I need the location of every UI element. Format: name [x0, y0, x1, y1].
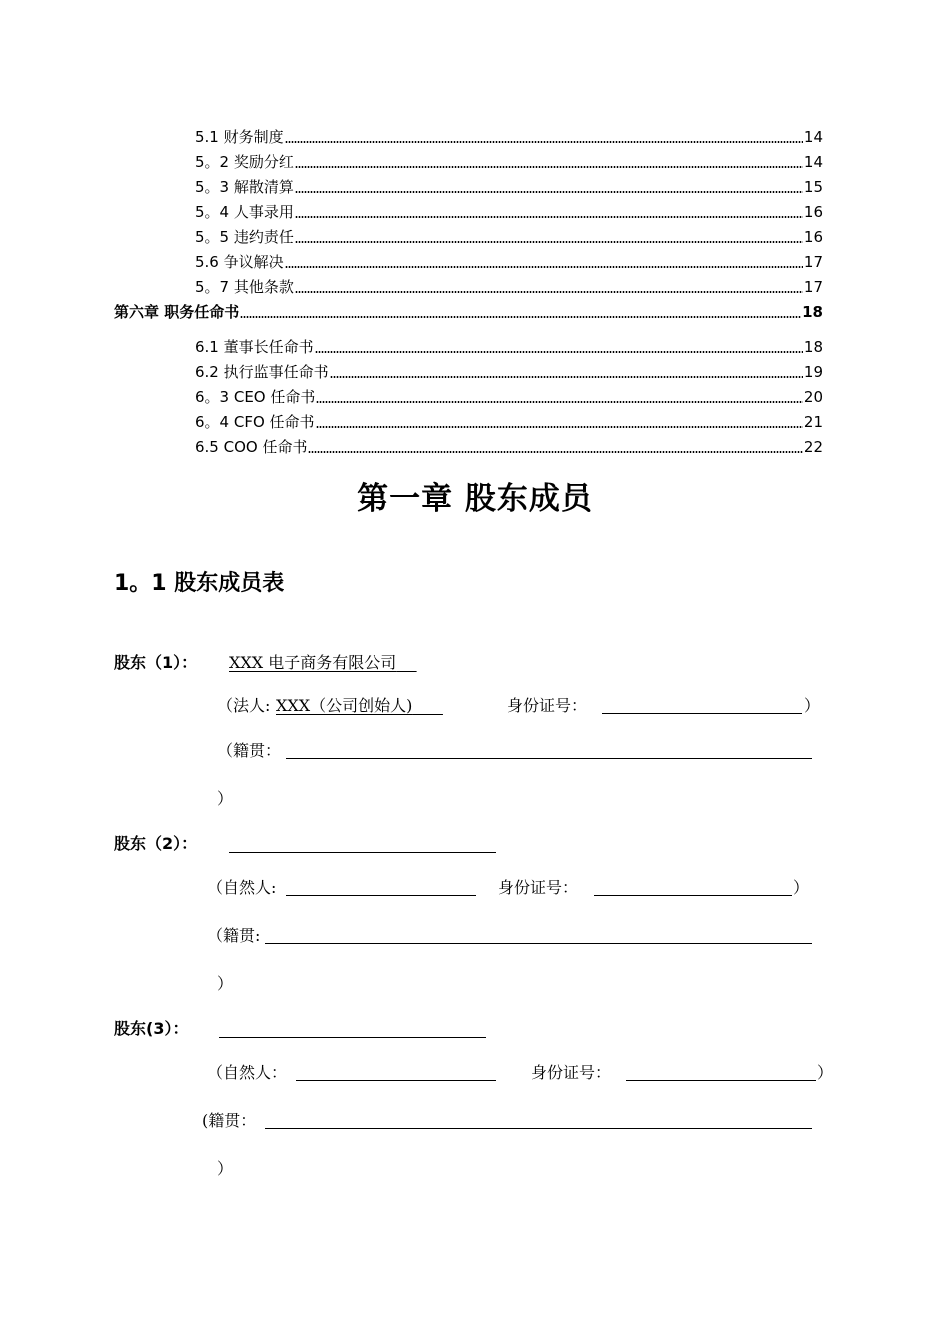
toc-entry[interactable]	[195, 335, 823, 357]
close-paren: ）	[793, 878, 810, 897]
toc-entry[interactable]	[195, 385, 823, 407]
toc-entry-page: 17	[803, 278, 823, 296]
toc-entry-page: 14	[803, 128, 823, 146]
toc-entry-label: 第六章 职务任命书	[114, 303, 240, 321]
toc-entry[interactable]	[195, 125, 823, 147]
toc-entry[interactable]	[195, 225, 823, 247]
toc-entry-page: 14	[803, 153, 823, 171]
toc-leader-dots	[295, 291, 803, 293]
person-field[interactable]	[276, 695, 443, 717]
toc-entry-label: 5。5 违约责任	[195, 228, 294, 246]
toc-entry-page: 15	[803, 178, 823, 196]
toc-entry-page: 22	[803, 438, 823, 456]
close-paren: ）	[804, 696, 821, 715]
toc-leader-dots	[295, 216, 803, 218]
origin-field[interactable]	[286, 758, 812, 759]
person-label: （自然人:	[207, 878, 277, 897]
id-number-field[interactable]	[602, 713, 802, 714]
toc-entry[interactable]	[195, 200, 823, 222]
toc-entry-page: 20	[803, 388, 823, 406]
toc-entry-label: 6.5 COO 任命书	[195, 438, 308, 456]
toc-leader-dots	[295, 166, 803, 168]
toc-entry-label: 5.1 财务制度	[195, 128, 284, 146]
id-number-label: 身份证号：	[531, 1063, 612, 1082]
toc-entry-page: 16	[803, 203, 823, 221]
origin-close-paren: ）	[217, 1159, 234, 1178]
shareholder-name-field[interactable]	[229, 852, 496, 853]
shareholder-label: 股东（2）：	[114, 834, 198, 853]
origin-label: （籍贯：	[217, 741, 282, 760]
toc-entry[interactable]	[195, 275, 823, 297]
toc-leader-dots	[285, 266, 803, 268]
toc-entry[interactable]	[195, 360, 823, 382]
person-field[interactable]	[296, 1080, 496, 1081]
toc-entry[interactable]	[195, 250, 823, 272]
shareholder-label: 股东(3）：	[114, 1019, 189, 1038]
id-number-field[interactable]	[594, 895, 792, 896]
origin-field[interactable]	[265, 1128, 812, 1129]
toc-chapter-entry[interactable]	[114, 300, 823, 322]
toc-entry-page: 16	[803, 228, 823, 246]
origin-close-paren: ）	[217, 974, 234, 993]
origin-label: （籍贯:	[207, 926, 261, 945]
person-label: （法人:	[217, 696, 271, 715]
toc-entry[interactable]	[195, 175, 823, 197]
chapter-title: 第一章 股东成员	[357, 481, 593, 517]
toc-leader-dots	[316, 401, 803, 403]
toc-entry-label: 5。7 其他条款	[195, 278, 294, 296]
toc-entry-label: 5。4 人事录用	[195, 203, 294, 221]
person-field[interactable]	[286, 895, 476, 896]
toc-entry-label: 5.6 争议解决	[195, 253, 284, 271]
shareholder-name-field[interactable]	[229, 652, 417, 674]
toc-entry-label: 6.1 董事长任命书	[195, 338, 314, 356]
toc-entry-label: 5。3 解散清算	[195, 178, 294, 196]
toc-entry-page: 18	[802, 303, 823, 321]
person-label: （自然人：	[207, 1063, 288, 1082]
origin-label: (籍贯：	[202, 1111, 257, 1130]
origin-close-paren: ）	[217, 789, 234, 808]
toc-entry-label: 6。4 CFO 任命书	[195, 413, 315, 431]
toc-entry-page: 19	[803, 363, 823, 381]
id-number-label: 身份证号：	[498, 878, 579, 897]
toc-entry[interactable]	[195, 435, 823, 457]
id-number-label: 身份证号：	[507, 696, 588, 715]
toc-entry[interactable]	[195, 410, 823, 432]
shareholder-name-value: XXX 电子商务有限公司	[229, 653, 397, 672]
section-title: 1。1 股东成员表	[114, 571, 285, 596]
toc-leader-dots	[295, 191, 803, 193]
toc-leader-dots	[285, 141, 803, 143]
origin-field[interactable]	[265, 943, 812, 944]
person-value: XXX（公司创始人)	[276, 696, 413, 715]
toc-entry-page: 17	[803, 253, 823, 271]
toc-entry-label: 6。3 CEO 任命书	[195, 388, 316, 406]
close-paren: ）	[817, 1063, 834, 1082]
toc-leader-dots	[295, 241, 803, 243]
id-number-field[interactable]	[626, 1080, 816, 1081]
toc-entry[interactable]	[195, 150, 823, 172]
shareholder-label: 股东（1）：	[114, 653, 198, 672]
toc-leader-dots	[308, 451, 802, 453]
toc-entry-label: 5。2 奖励分红	[195, 153, 294, 171]
toc-leader-dots	[315, 351, 803, 353]
toc-entry-page: 18	[803, 338, 823, 356]
toc-entry-label: 6.2 执行监事任命书	[195, 363, 329, 381]
toc-leader-dots	[240, 316, 801, 318]
toc-leader-dots	[330, 376, 803, 378]
toc-leader-dots	[316, 426, 803, 428]
shareholder-name-field[interactable]	[219, 1037, 486, 1038]
toc-entry-page: 21	[803, 413, 823, 431]
